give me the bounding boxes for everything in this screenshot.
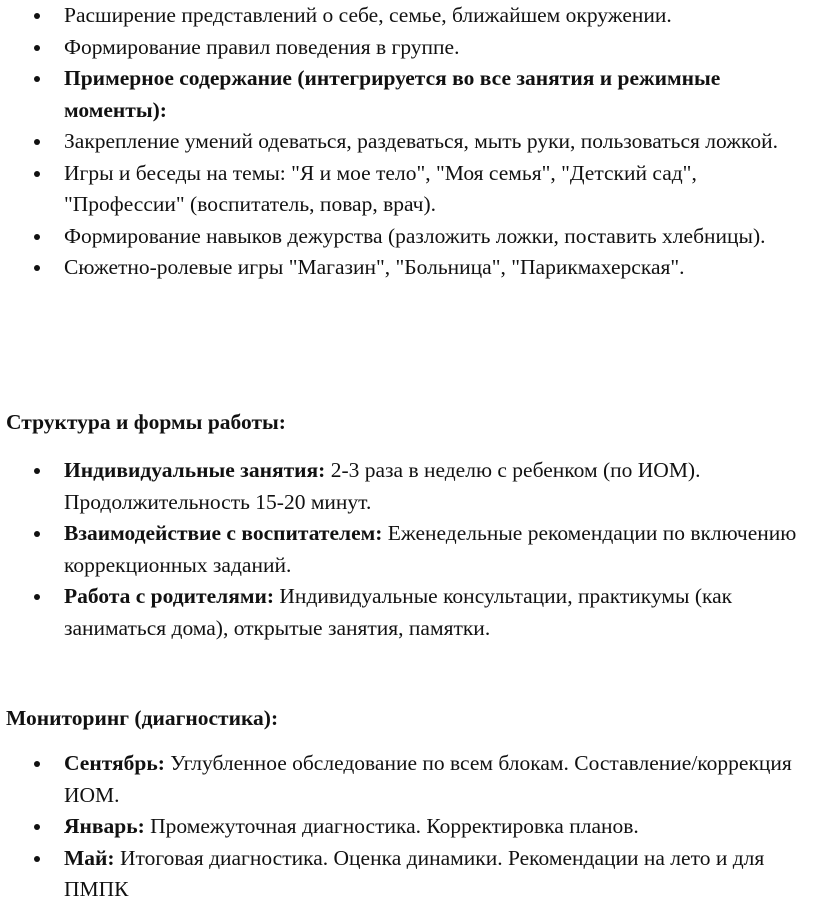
list-item (6, 0, 816, 32)
list-item (6, 581, 816, 644)
item-text: Итоговая диагностика. Оценка динамики. Рекомендации на лето и для ПМПК (64, 845, 765, 901)
monitoring-heading: Мониторинг (диагностика): (6, 706, 279, 730)
structure-list (6, 455, 816, 644)
content-list (6, 0, 816, 284)
item-text: Формирование навыков дежурства (разложить ложки, поставить хлебницы). (64, 223, 766, 248)
item-bold: Работа с родителями: (64, 584, 275, 608)
item-text: Промежуточная диагностика. Корректировка планов. (144, 814, 639, 838)
list-item (6, 748, 816, 811)
monitoring-list (6, 748, 816, 906)
list-item (6, 63, 816, 126)
item-text: Игры и беседы на темы: "Я и мое тело", "Моя семья", "Детский сад", "Профессии" (воспитатель, повар, врач). (64, 160, 697, 216)
list-item (6, 518, 816, 581)
item-bold: Индивидуальные занятия: (64, 458, 326, 482)
item-text: Еженедельные рекомендации по включению коррекционных заданий. (64, 521, 797, 577)
list-item (6, 221, 816, 253)
list-item (6, 32, 816, 64)
list-item (6, 811, 816, 843)
list-item (6, 126, 816, 158)
item-text: Закрепление умений одеваться, раздеваться, мыть руки, пользоваться ложкой. (64, 129, 779, 153)
item-bold: Январь: (64, 814, 145, 838)
item-bold: Взаимодействие с воспитателем: (64, 521, 383, 545)
item-text: Сюжетно-ролевые игры "Магазин", "Больница", "Парикмахерская". (64, 255, 685, 279)
item-text: Формирование правил поведения в группе. (64, 34, 460, 59)
item-text: Углубленное обследование по всем блокам. Составление/коррекция ИОМ. (64, 751, 792, 807)
structure-heading: Структура и формы работы: (6, 410, 286, 434)
item-text: Индивидуальные консультации, практикумы (как заниматься дома), открытые занятия, памятки. (64, 584, 733, 640)
list-item (6, 158, 816, 221)
item-bold: Примерное содержание (интегрируется во все занятия и режимные моменты): (64, 66, 721, 122)
item-text: 2-3 раза в неделю с ребенком (по ИОМ). Продолжительность 15-20 минут. (64, 458, 701, 514)
list-item (6, 455, 816, 518)
list-item (6, 843, 816, 906)
list-item (6, 252, 816, 284)
item-bold: Май: (64, 845, 115, 870)
item-bold: Сентябрь: (64, 751, 165, 775)
item-text: Расширение представлений о себе, семье, ближайшем окружении. (64, 3, 672, 27)
